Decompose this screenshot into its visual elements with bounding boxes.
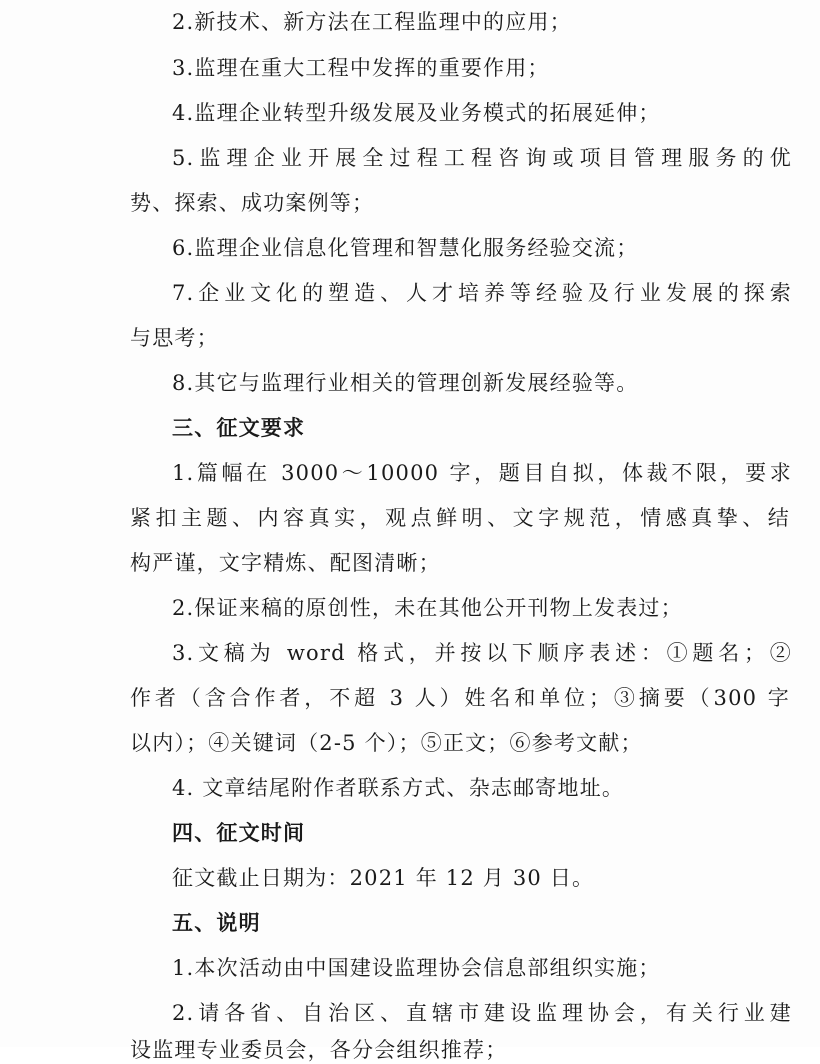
paragraph-line: 3.监理在重大工程中发挥的重要作用； [172,56,550,80]
paragraph-line: 与思考； [130,326,219,350]
section-heading: 五、说明 [172,911,261,935]
paragraph-line: 2.请各省、自治区、直辖市建设监理协会，有关行业建 [172,1001,792,1025]
paragraph-line: 构严谨，文字精炼、配图清晰； [130,551,441,575]
paragraph-line: 征文截止日期为：2021 年 12 月 30 日。 [172,866,595,890]
paragraph-line: 作者（含合作者，不超 3 人）姓名和单位；③摘要（300 字 [130,686,790,710]
paragraph-line: 以内）；④关键词（2-5 个）；⑤正文；⑥参考文献； [130,731,643,755]
paragraph-line: 5.监理企业开展全过程工程咨询或项目管理服务的优 [172,146,792,170]
paragraph-line: 2.保证来稿的原创性，未在其他公开刊物上发表过； [172,596,683,620]
paragraph-line: 设监理专业委员会，各分会组织推荐； [130,1038,508,1062]
section-heading: 四、征文时间 [172,821,306,845]
paragraph-line: 4.监理企业转型升级发展及业务模式的拓展延伸； [172,101,661,125]
paragraph-line: 7.企业文化的塑造、人才培养等经验及行业发展的探索 [172,281,792,305]
paragraph-line: 紧扣主题、内容真实，观点鲜明、文字规范，情感真挚、结 [130,506,790,530]
paragraph-line: 4. 文章结尾附作者联系方式、杂志邮寄地址。 [172,776,625,800]
paragraph-line: 6.监理企业信息化管理和智慧化服务经验交流； [172,236,639,260]
paragraph-line: 3.文稿为 word 格式，并按以下顺序表述：①题名；② [172,641,792,665]
paragraph-line: 势、探索、成功案例等； [130,191,375,215]
paragraph-line: 2.新技术、新方法在工程监理中的应用； [172,10,572,34]
paragraph-line: 1.本次活动由中国建设监理协会信息部组织实施； [172,956,661,980]
paragraph-line: 8.其它与监理行业相关的管理创新发展经验等。 [172,371,639,395]
section-heading: 三、征文要求 [172,416,306,440]
paragraph-line: 1.篇幅在 3000～10000 字，题目自拟，体裁不限，要求 [172,461,792,485]
